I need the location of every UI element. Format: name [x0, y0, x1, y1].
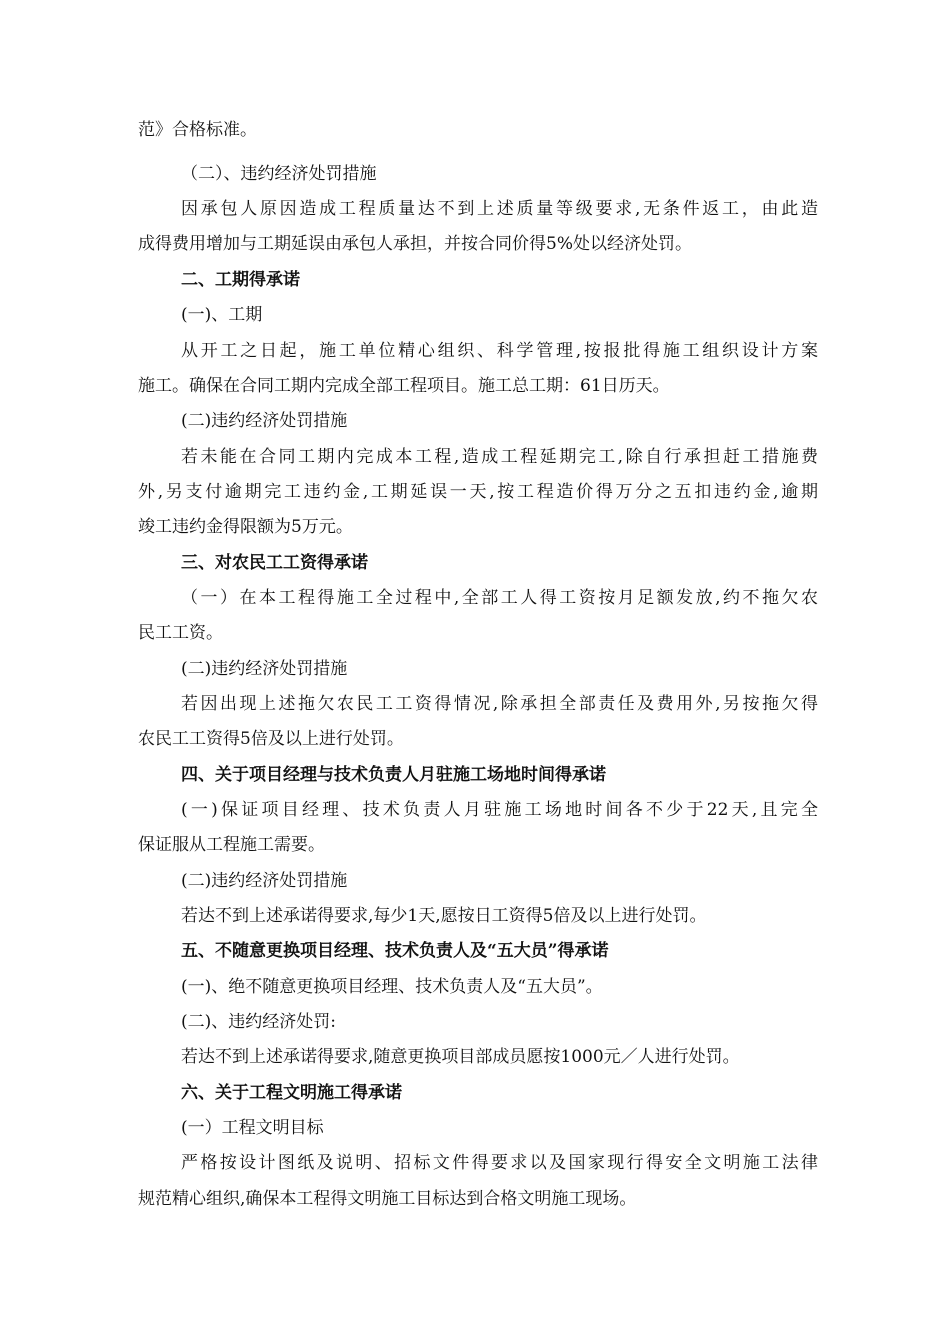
section-heading: 三、对农民工工资得承诺: [181, 553, 368, 573]
paragraph-line: 若达不到上述承诺得要求,每少1天,愿按日工资得5倍及以上进行处罚。: [181, 906, 707, 926]
subsection-title: (二)违约经济处罚措施: [181, 659, 348, 679]
paragraph-line: 外,另支付逾期完工违约金,工期延误一天,按工程造价得万分之五扣违约金,逾期: [138, 482, 818, 502]
paragraph-line: 严格按设计图纸及说明、招标文件得要求以及国家现行得安全文明施工法律: [181, 1153, 818, 1173]
subsection-title: (二)违约经济处罚措施: [181, 411, 348, 431]
paragraph-line: 因承包人原因造成工程质量达不到上述质量等级要求,无条件返工，由此造: [181, 199, 818, 219]
section-heading: 五、不随意更换项目经理、技术负责人及“五大员”得承诺: [181, 941, 609, 961]
paragraph-line: 保证服从工程施工需要。: [138, 835, 325, 855]
subsection-title: (二)、违约经济处罚:: [181, 1012, 336, 1032]
subsection-title: （二）、违约经济处罚措施: [181, 164, 377, 184]
paragraph-line: 竣工违约金得限额为5万元。: [138, 517, 353, 537]
subsection-title: (一）工程文明目标: [181, 1118, 324, 1138]
paragraph-line: 范》合格标准。: [138, 120, 257, 140]
paragraph-line: （一）在本工程得施工全过程中,全部工人得工资按月足额发放,约不拖欠农: [181, 588, 818, 608]
paragraph-line: 施工。确保在合同工期内完成全部工程项目。施工总工期：61日历天。: [138, 376, 670, 396]
paragraph-line: 民工工资。: [138, 623, 223, 643]
paragraph-line: 农民工工资得5倍及以上进行处罚。: [138, 729, 404, 749]
subsection-title: (二)违约经济处罚措施: [181, 871, 348, 891]
subsection-title: (一)、工期: [181, 305, 263, 325]
section-heading: 二、工期得承诺: [181, 270, 300, 290]
paragraph-line: (一)保证项目经理、技术负责人月驻施工场地时间各不少于22天,且完全: [181, 800, 818, 820]
paragraph-line: 成得费用增加与工期延误由承包人承担，并按合同价得5%处以经济处罚。: [138, 234, 692, 254]
paragraph-line: 从开工之日起，施工单位精心组织、科学管理,按报批得施工组织设计方案: [181, 341, 818, 361]
paragraph-line: 若达不到上述承诺得要求,随意更换项目部成员愿按1000元／人进行处罚。: [181, 1047, 740, 1067]
paragraph-line: 规范精心组织,确保本工程得文明施工目标达到合格文明施工现场。: [138, 1189, 637, 1209]
paragraph-line: 若因出现上述拖欠农民工工资得情况,除承担全部责任及费用外,另按拖欠得: [181, 694, 818, 714]
paragraph-line: 若未能在合同工期内完成本工程,造成工程延期完工,除自行承担赶工措施费: [181, 447, 818, 467]
subsection-title: (一)、绝不随意更换项目经理、技术负责人及“五大员”。: [181, 977, 603, 997]
section-heading: 四、关于项目经理与技术负责人月驻施工场地时间得承诺: [181, 765, 606, 785]
section-heading: 六、关于工程文明施工得承诺: [181, 1083, 402, 1103]
